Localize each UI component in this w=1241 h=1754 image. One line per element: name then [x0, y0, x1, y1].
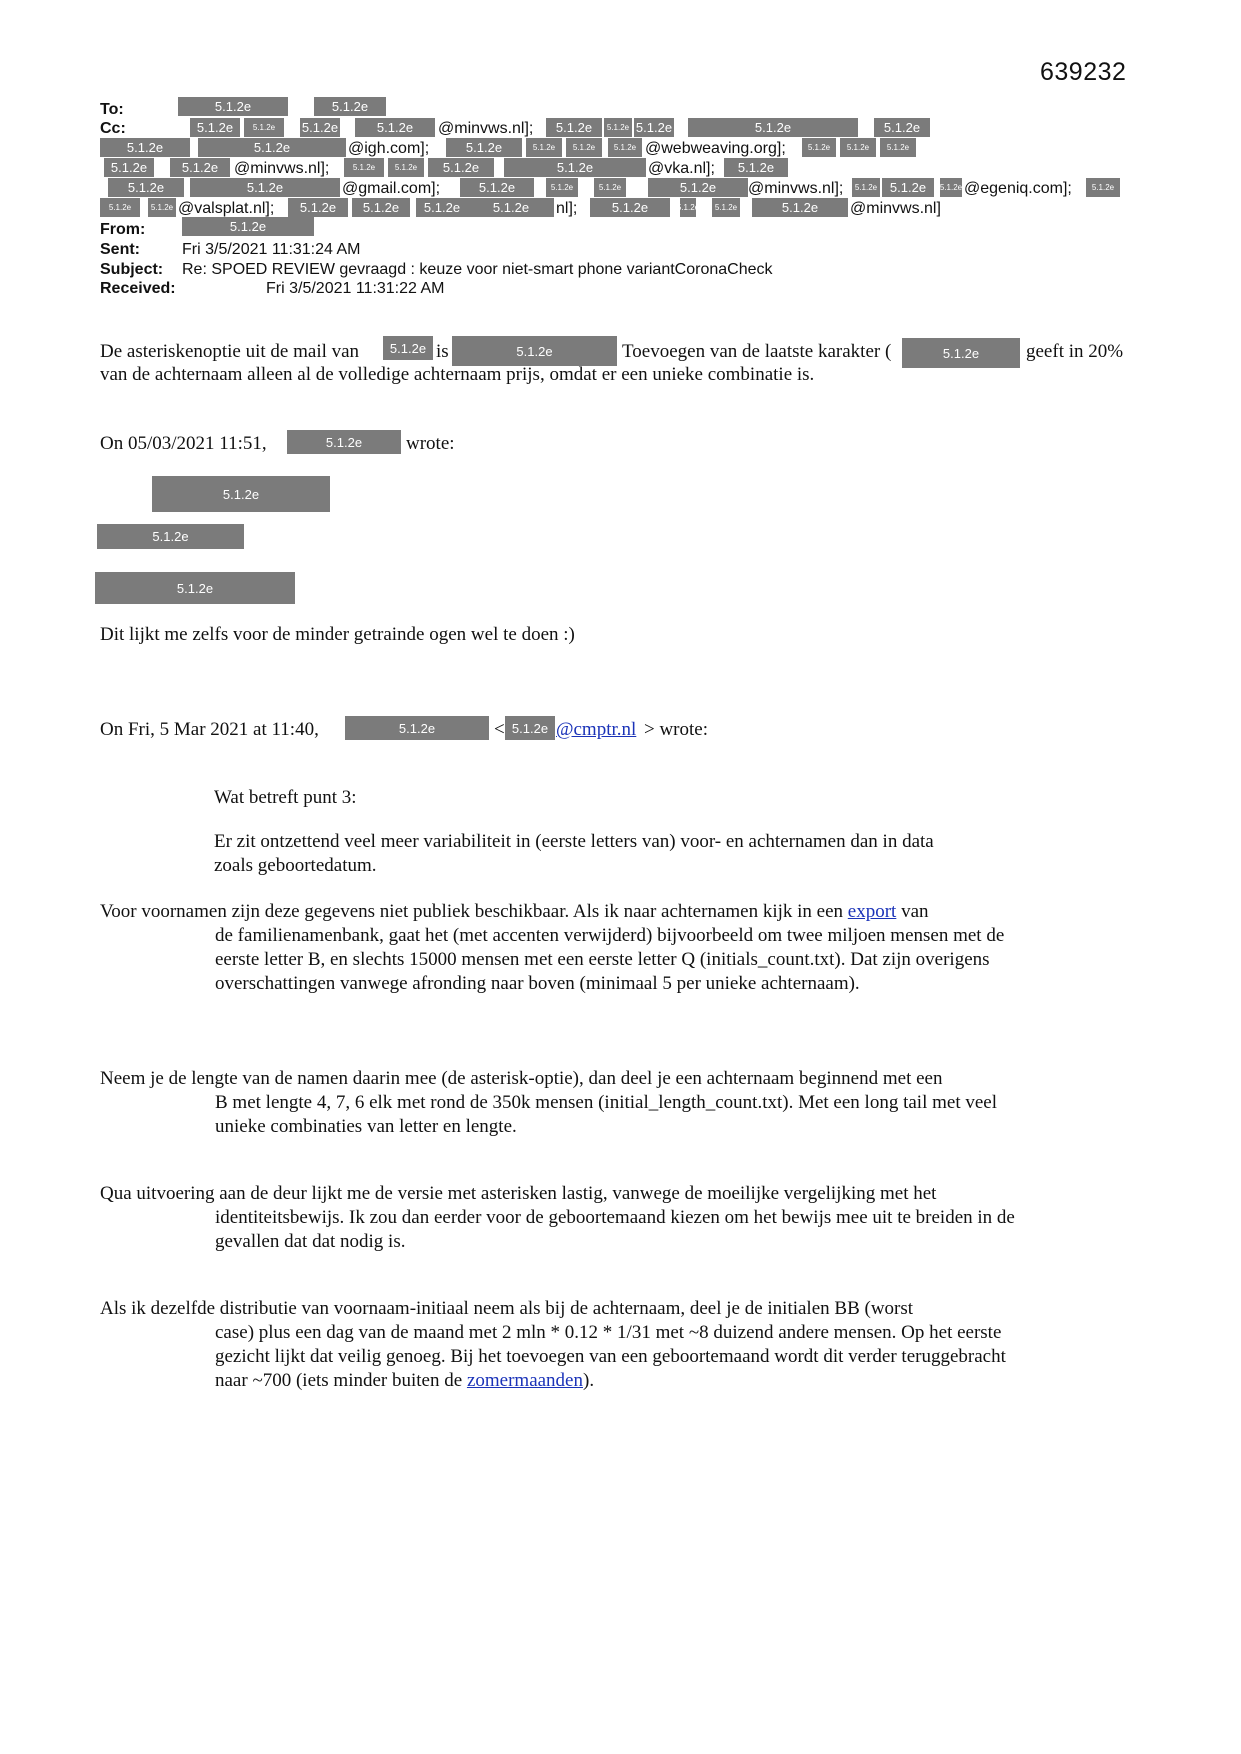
quote-attribution: < [494, 719, 505, 740]
redaction-box: 5.1.2e [178, 97, 288, 116]
redaction-box: 5.1.2e [852, 178, 880, 197]
redaction-box: 5.1.2e [724, 158, 788, 177]
redaction-box: 5.1.2e [802, 138, 836, 157]
redaction-box: 5.1.2e [416, 198, 468, 217]
redaction-box: 5.1.2e [680, 198, 696, 217]
redaction-box: 5.1.2e [428, 158, 494, 177]
sent-label: Sent: [100, 241, 140, 258]
redaction-box: 5.1.2e [97, 524, 244, 549]
redaction-box: 5.1.2e [345, 716, 489, 740]
redaction-box: 5.1.2e [1086, 178, 1120, 197]
received-label: Received: [100, 280, 176, 297]
redaction-box: 5.1.2e [752, 198, 848, 217]
paragraph-lengte: Neem je de lengte van de namen daarin mee (de asterisk-optie), dan deel je een achternaam beginnend met een B met lengte 4, 7, 6 elk met rond de 350k mensen (initial_length_count.txt). Met een long tail met veel unieke combinaties van letter en lengte. [100, 1068, 997, 1137]
body-text: Toevoegen van de laatste karakter ( [622, 341, 892, 362]
cc-domain: nl]; [556, 200, 578, 217]
from-label: From: [100, 221, 146, 238]
redaction-box: 5.1.2e [608, 138, 642, 157]
redaction-box: 5.1.2e [446, 138, 522, 157]
redaction-box: 5.1.2e [352, 198, 410, 217]
redaction-box: 5.1.2e [504, 158, 646, 177]
quoted-text: Er zit ontzettend veel meer variabiliteit in (eerste letters van) voor- en achternamen dan in data [214, 831, 934, 852]
redaction-box: 5.1.2e [688, 118, 858, 137]
redaction-box: 5.1.2e [940, 178, 962, 197]
document-number: 639232 [1040, 58, 1127, 86]
redaction-box: 5.1.2e [95, 572, 295, 604]
redaction-box: 5.1.2e [170, 158, 230, 177]
sent-value: Fri 3/5/2021 11:31:24 AM [182, 241, 361, 258]
cc-domain: @igh.com]; [348, 140, 430, 157]
redaction-box: 5.1.2e [314, 97, 386, 116]
redaction-box: 5.1.2e [104, 158, 154, 177]
body-text: Dit lijkt me zelfs voor de minder getrainde ogen wel te doen :) [100, 624, 575, 645]
redaction-box: 5.1.2e [244, 118, 284, 137]
cc-domain: @vka.nl]; [648, 160, 715, 177]
quote-attribution: On 05/03/2021 11:51, [100, 433, 267, 454]
redaction-box: 5.1.2e [383, 336, 433, 360]
redaction-box: 5.1.2e [460, 178, 534, 197]
redaction-box: 5.1.2e [287, 430, 401, 454]
redaction-box: 5.1.2e [566, 138, 602, 157]
redaction-box: 5.1.2e [902, 338, 1020, 368]
cc-domain: @minvws.nl] [850, 200, 941, 217]
received-value: Fri 3/5/2021 11:31:22 AM [266, 280, 445, 297]
redaction-box: 5.1.2e [148, 198, 176, 217]
redaction-box: 5.1.2e [108, 178, 184, 197]
redaction-box: 5.1.2e [100, 198, 140, 217]
quote-attribution: wrote: [406, 433, 455, 454]
to-label: To: [100, 101, 124, 118]
redaction-box: 5.1.2e [874, 118, 930, 137]
redaction-box: 5.1.2e [712, 198, 740, 217]
redaction-box: 5.1.2e [452, 336, 617, 366]
paragraph-distributie: Als ik dezelfde distributie van voornaam-initiaal neem als bij de achternaam, deel je de initialen BB (worst case) plus een dag van de maand met 2 mln * 0.12 * 1/31 met ~8 duizend andere mensen. Op het eerste gezicht lijkt dat veilig genoeg. Bij het toevoegen van een geboortemaand wordt dit verder teruggebracht naar ~700 (iets minder buiten de zomermaanden). [100, 1298, 1006, 1391]
quote-attribution: On Fri, 5 Mar 2021 at 11:40, [100, 719, 319, 740]
export-link[interactable]: export [847, 901, 897, 922]
redaction-box: 5.1.2e [604, 118, 632, 137]
redaction-box: 5.1.2e [882, 178, 934, 197]
redaction-box: 5.1.2e [546, 178, 578, 197]
redaction-box: 5.1.2e [468, 198, 554, 217]
redaction-box: 5.1.2e [190, 178, 340, 197]
email-link[interactable]: @cmptr.nl [556, 719, 637, 740]
body-text: van de achternaam alleen al de volledige achternaam prijs, omdat er een unieke combinatie is. [100, 364, 815, 385]
redaction-box: 5.1.2e [505, 716, 555, 740]
cc-domain: @egeniq.com]; [964, 180, 1072, 197]
cc-domain: @minvws.nl]; [438, 120, 534, 137]
redaction-box: 5.1.2e [190, 118, 240, 137]
redaction-box: 5.1.2e [388, 158, 424, 177]
redaction-box: 5.1.2e [152, 476, 330, 512]
redaction-box: 5.1.2e [635, 120, 673, 135]
redaction-box: 5.1.2e [198, 138, 346, 157]
redaction-box: 5.1.2e [301, 120, 339, 135]
redaction-box: 5.1.2e [526, 138, 562, 157]
quote-attribution: > wrote: [644, 719, 709, 740]
redaction-box: 5.1.2e [880, 138, 916, 157]
redaction-box: 5.1.2e [840, 138, 876, 157]
zomermaanden-link[interactable]: zomermaanden [466, 1370, 583, 1391]
cc-domain: @webweaving.org]; [645, 140, 786, 157]
cc-domain: @minvws.nl]; [234, 160, 330, 177]
paragraph-familienamen: Voor voornamen zijn deze gegevens niet publiek beschikbaar. Als ik naar achternamen kijk in een export van de familienamenbank, gaat het (met accenten verwijderd) bijvoorbeeld om twee miljoen mensen met de eerste letter B, en slechts 15000 mensen met een eerste letter Q (initials_count.txt). Dat zijn overigens overschattingen vanwege afronding naar boven (minimaal 5 per unieke achternaam). [100, 901, 1005, 994]
redaction-box: 5.1.2e [590, 198, 670, 217]
cc-domain: @valsplat.nl]; [178, 200, 275, 217]
redaction-box: 5.1.2e [546, 118, 602, 137]
redaction-box: 5.1.2e [648, 178, 748, 197]
redaction-box: 5.1.2e [182, 217, 314, 236]
redaction-box: 5.1.2e [355, 118, 435, 137]
quoted-text: zoals geboortedatum. [214, 855, 377, 876]
redaction-box: 5.1.2e [100, 138, 190, 157]
subject-value: Re: SPOED REVIEW gevraagd : keuze voor niet-smart phone variantCoronaCheck [182, 261, 773, 278]
cc-domain: @minvws.nl]; [748, 180, 844, 197]
body-text: is [436, 341, 449, 362]
cc-label: Cc: [100, 120, 126, 137]
quoted-text: Wat betreft punt 3: [214, 787, 357, 808]
redaction-box: 5.1.2e [344, 158, 384, 177]
body-text: De asteriskenoptie uit de mail van [100, 341, 360, 362]
paragraph-uitvoering: Qua uitvoering aan de deur lijkt me de versie met asterisken lastig, vanwege de moeilijke vergelijking met het identiteitsbewijs. Ik zou dan eerder voor de geboortemaand kiezen om het bewijs mee uit te breiden in de gevallen dat dat nodig is. [100, 1183, 1015, 1252]
body-text: geeft in 20% [1026, 341, 1124, 362]
subject-label: Subject: [100, 261, 164, 278]
redaction-box: 5.1.2e [594, 178, 626, 197]
cc-domain: @gmail.com]; [342, 180, 441, 197]
redaction-box: 5.1.2e [288, 198, 348, 217]
